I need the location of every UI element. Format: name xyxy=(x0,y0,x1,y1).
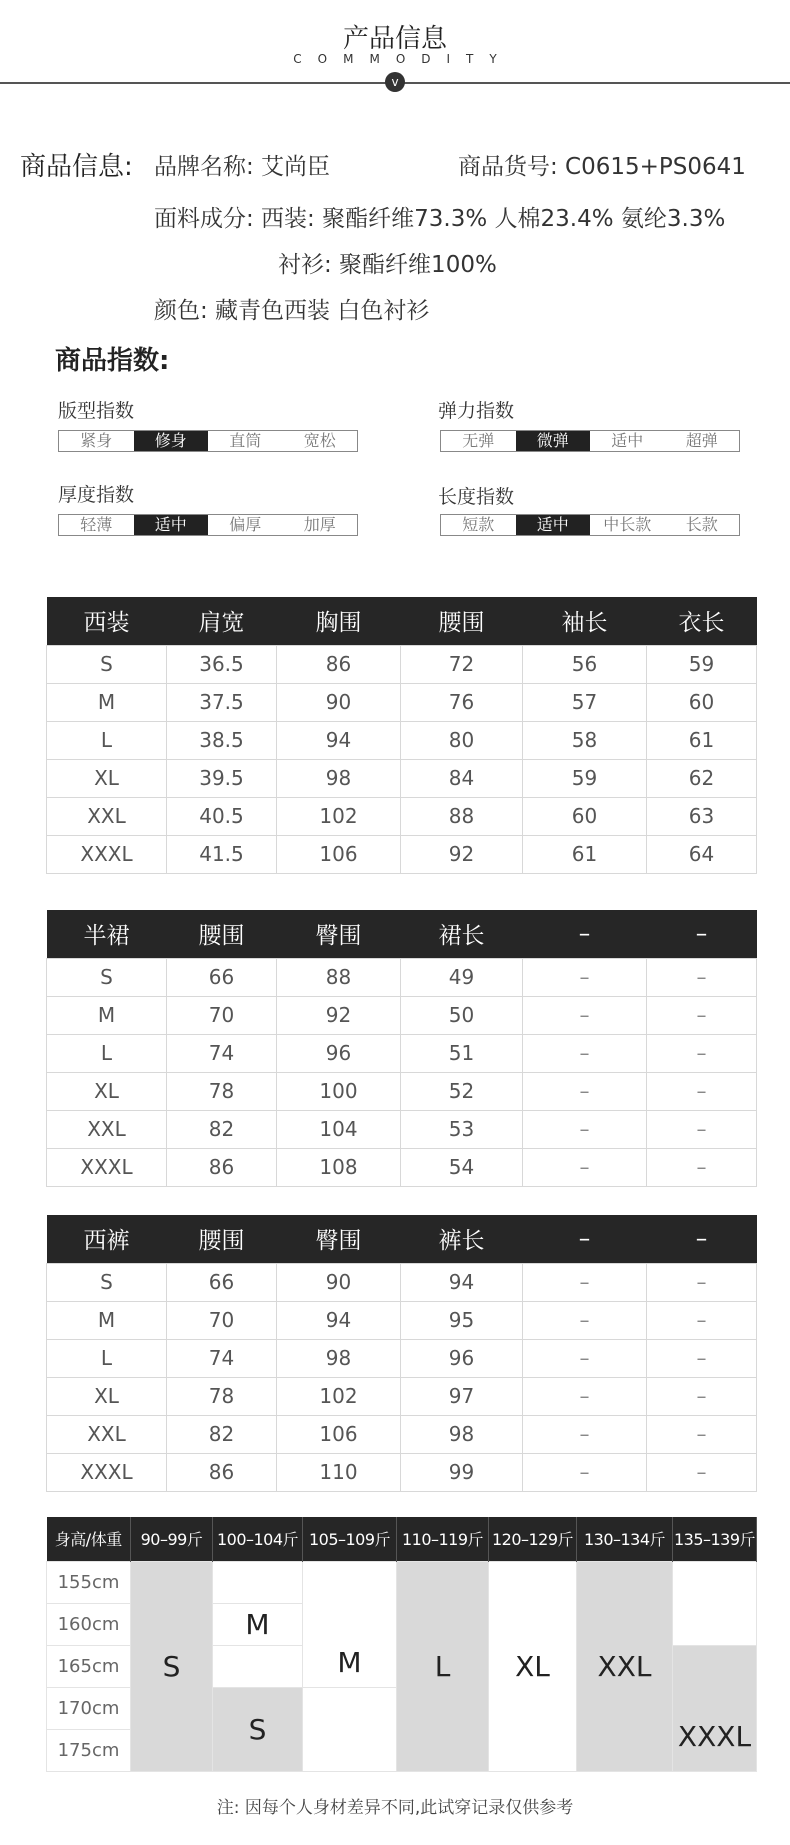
stretch-index-scale xyxy=(440,430,740,452)
table-header-row xyxy=(47,910,757,958)
measure-cell: 110 xyxy=(277,1453,401,1491)
measure-cell: 94 xyxy=(401,1263,523,1301)
measure-cell: 82 xyxy=(167,1110,277,1148)
measure-cell: – xyxy=(523,958,647,996)
header-cell: 半裙 xyxy=(47,910,167,958)
measure-cell: 61 xyxy=(647,721,757,759)
scale-option: 短款 xyxy=(462,515,495,534)
product-sku: 商品货号: C0615+PS0641 xyxy=(458,154,746,180)
measure-cell: – xyxy=(647,1453,757,1491)
height-cell: 155cm xyxy=(47,1561,131,1603)
size-label-cell: XL xyxy=(47,1377,167,1415)
size-label-cell: S xyxy=(47,1263,167,1301)
size-recommendation-table xyxy=(46,1517,757,1772)
size-cell: S xyxy=(131,1561,213,1771)
header-cell: 120–129斤 xyxy=(489,1517,577,1561)
measure-cell: – xyxy=(647,1415,757,1453)
header-cell: 90–99斤 xyxy=(131,1517,213,1561)
header-cell: 腰围 xyxy=(167,910,277,958)
measure-cell: 106 xyxy=(277,835,401,873)
measure-cell: 98 xyxy=(401,1415,523,1453)
measure-cell: 72 xyxy=(401,645,523,683)
section-title: 产品信息 xyxy=(342,24,447,54)
measure-cell: 61 xyxy=(523,835,647,873)
fabric-shirt: 衬衫: 聚酯纤维100% xyxy=(278,252,497,278)
size-label-cell: M xyxy=(47,683,167,721)
measure-cell: 82 xyxy=(167,1415,277,1453)
skirt-size-table xyxy=(46,910,757,1187)
table-row xyxy=(47,683,757,721)
header-cell: 衣长 xyxy=(647,597,757,645)
measure-cell: 88 xyxy=(277,958,401,996)
size-cell xyxy=(213,1645,303,1687)
size-label-cell: M xyxy=(47,1301,167,1339)
size-label-cell: XXXL xyxy=(47,835,167,873)
measure-cell: – xyxy=(523,1034,647,1072)
measure-cell: 106 xyxy=(277,1415,401,1453)
size-label-cell: XXXL xyxy=(47,1148,167,1186)
measure-cell: – xyxy=(647,1377,757,1415)
scale-option-selected: 适中 xyxy=(516,515,591,535)
measure-cell: 36.5 xyxy=(167,645,277,683)
measure-cell: – xyxy=(523,1453,647,1491)
thickness-index-scale xyxy=(58,514,358,536)
fit-index-scale xyxy=(58,430,358,452)
height-cell: 170cm xyxy=(47,1687,131,1729)
size-label-cell: XXL xyxy=(47,797,167,835)
scale-option: 长款 xyxy=(685,515,718,534)
table-header-row xyxy=(47,1517,757,1561)
size-cell: XXL xyxy=(577,1561,673,1771)
header-cell: 身高/体重 xyxy=(47,1517,131,1561)
measure-cell: 59 xyxy=(647,645,757,683)
size-label-cell: L xyxy=(47,1339,167,1377)
size-label-cell: M xyxy=(47,996,167,1034)
measure-cell: 38.5 xyxy=(167,721,277,759)
chevron-down-icon: v xyxy=(385,72,405,92)
header-cell: 110–119斤 xyxy=(397,1517,489,1561)
measure-cell: 104 xyxy=(277,1110,401,1148)
measure-cell: 92 xyxy=(401,835,523,873)
measure-cell: 90 xyxy=(277,683,401,721)
scale-option: 超弹 xyxy=(685,431,718,450)
measure-cell: – xyxy=(523,1301,647,1339)
measure-cell: 60 xyxy=(523,797,647,835)
scale-option: 轻薄 xyxy=(80,515,113,534)
table-row xyxy=(47,1034,757,1072)
measure-cell: 62 xyxy=(647,759,757,797)
product-color: 颜色: 藏青色西装 白色衬衫 xyxy=(154,298,430,324)
measure-cell: – xyxy=(647,958,757,996)
size-cell xyxy=(303,1687,397,1771)
measure-cell: 74 xyxy=(167,1034,277,1072)
measure-cell: 78 xyxy=(167,1377,277,1415)
table-row xyxy=(47,797,757,835)
header-cell: – xyxy=(647,910,757,958)
scale-option: 紧身 xyxy=(80,431,113,450)
measure-cell: 37.5 xyxy=(167,683,277,721)
measure-cell: 95 xyxy=(401,1301,523,1339)
header-cell: – xyxy=(523,1215,647,1263)
length-index-scale xyxy=(440,514,740,536)
measure-cell: 86 xyxy=(277,645,401,683)
header-cell: 裙长 xyxy=(401,910,523,958)
measure-cell: – xyxy=(523,1339,647,1377)
measure-cell: 63 xyxy=(647,797,757,835)
table-row xyxy=(47,1263,757,1301)
size-cell: M xyxy=(303,1561,397,1687)
table-row xyxy=(47,835,757,873)
table-row xyxy=(47,759,757,797)
scale-option: 加厚 xyxy=(303,515,336,534)
measure-cell: 80 xyxy=(401,721,523,759)
measure-cell: 96 xyxy=(401,1339,523,1377)
header-cell: 130–134斤 xyxy=(577,1517,673,1561)
measure-cell: 40.5 xyxy=(167,797,277,835)
header-cell: 西裤 xyxy=(47,1215,167,1263)
table-row xyxy=(47,1377,757,1415)
measure-cell: 59 xyxy=(523,759,647,797)
table-row xyxy=(47,721,757,759)
measure-cell: 94 xyxy=(277,721,401,759)
thickness-index-title: 厚度指数 xyxy=(58,484,135,506)
measure-cell: 96 xyxy=(277,1034,401,1072)
measure-cell: – xyxy=(523,1148,647,1186)
measure-cell: 92 xyxy=(277,996,401,1034)
measure-cell: 78 xyxy=(167,1072,277,1110)
section-subtitle: COMMODITY xyxy=(293,52,513,66)
brand-name: 品牌名称: 艾尚臣 xyxy=(154,154,331,180)
height-cell: 165cm xyxy=(47,1645,131,1687)
size-cell: XL xyxy=(489,1561,577,1771)
header-cell: 腰围 xyxy=(167,1215,277,1263)
scale-option: 直筒 xyxy=(229,431,262,450)
table-row xyxy=(47,958,757,996)
measure-cell: – xyxy=(523,996,647,1034)
measure-cell: 51 xyxy=(401,1034,523,1072)
measure-cell: 56 xyxy=(523,645,647,683)
measure-cell: 53 xyxy=(401,1110,523,1148)
measure-cell: 98 xyxy=(277,759,401,797)
table-row xyxy=(47,1072,757,1110)
measure-cell: 102 xyxy=(277,797,401,835)
measure-cell: 88 xyxy=(401,797,523,835)
measure-cell: – xyxy=(523,1072,647,1110)
size-cell: L xyxy=(397,1561,489,1771)
measure-cell: 108 xyxy=(277,1148,401,1186)
table-row xyxy=(47,1110,757,1148)
size-label-cell: XXL xyxy=(47,1110,167,1148)
info-label: 商品信息: xyxy=(20,152,133,182)
measure-cell: – xyxy=(647,1263,757,1301)
measure-cell: – xyxy=(523,1263,647,1301)
header-cell: 西装 xyxy=(47,597,167,645)
length-index-title: 长度指数 xyxy=(438,486,515,508)
measure-cell: 54 xyxy=(401,1148,523,1186)
table-row xyxy=(47,645,757,683)
table-header-row xyxy=(47,597,757,645)
table-row xyxy=(47,1148,757,1186)
footnote: 注: 因每个人身材差异不同,此试穿记录仅供参考 xyxy=(216,1798,574,1818)
size-label-cell: XXXL xyxy=(47,1453,167,1491)
size-cell: M xyxy=(213,1603,303,1645)
height-cell: 175cm xyxy=(47,1729,131,1771)
measure-cell: – xyxy=(647,1339,757,1377)
measure-cell: – xyxy=(523,1377,647,1415)
header-cell: 腰围 xyxy=(401,597,523,645)
fit-index-title: 版型指数 xyxy=(58,400,135,422)
measure-cell: 94 xyxy=(277,1301,401,1339)
size-label-cell: L xyxy=(47,1034,167,1072)
measure-cell: 64 xyxy=(647,835,757,873)
header-cell: – xyxy=(647,1215,757,1263)
header-cell: – xyxy=(523,910,647,958)
scale-option: 中长款 xyxy=(603,515,652,534)
scale-option: 无弹 xyxy=(462,431,495,450)
measure-cell: 74 xyxy=(167,1339,277,1377)
size-cell xyxy=(673,1561,757,1645)
measure-cell: – xyxy=(647,996,757,1034)
size-label-cell: XL xyxy=(47,1072,167,1110)
measure-cell: – xyxy=(647,1034,757,1072)
measure-cell: 41.5 xyxy=(167,835,277,873)
measure-cell: – xyxy=(647,1110,757,1148)
scale-option: 宽松 xyxy=(303,431,336,450)
table-header-row xyxy=(47,1215,757,1263)
measure-cell: 76 xyxy=(401,683,523,721)
fabric-suit: 面料成分: 西装: 聚酯纤维73.3% 人棉23.4% 氨纶3.3% xyxy=(154,206,726,232)
measure-cell: – xyxy=(647,1301,757,1339)
table-row xyxy=(47,1453,757,1491)
measure-cell: 100 xyxy=(277,1072,401,1110)
measure-cell: 66 xyxy=(167,1263,277,1301)
header-cell: 105–109斤 xyxy=(303,1517,397,1561)
measure-cell: – xyxy=(523,1110,647,1148)
stretch-index-title: 弹力指数 xyxy=(438,400,515,422)
size-label-cell: S xyxy=(47,645,167,683)
size-label-cell: L xyxy=(47,721,167,759)
scale-option-selected: 适中 xyxy=(134,515,209,535)
header-cell: 裤长 xyxy=(401,1215,523,1263)
measure-cell: – xyxy=(647,1072,757,1110)
measure-cell: 39.5 xyxy=(167,759,277,797)
measure-cell: 66 xyxy=(167,958,277,996)
size-label-cell: XXL xyxy=(47,1415,167,1453)
measure-cell: 70 xyxy=(167,1301,277,1339)
scale-option-selected: 修身 xyxy=(134,431,209,451)
scale-option: 适中 xyxy=(611,431,644,450)
measure-cell: – xyxy=(647,1148,757,1186)
measure-cell: 52 xyxy=(401,1072,523,1110)
size-cell: S xyxy=(213,1687,303,1771)
scale-option-selected: 微弹 xyxy=(516,431,591,451)
height-cell: 160cm xyxy=(47,1603,131,1645)
header-cell: 臀围 xyxy=(277,1215,401,1263)
index-title: 商品指数: xyxy=(55,346,170,376)
table-row xyxy=(47,996,757,1034)
table-row xyxy=(47,1415,757,1453)
measure-cell: – xyxy=(523,1415,647,1453)
header-cell: 肩宽 xyxy=(167,597,277,645)
header-cell: 袖长 xyxy=(523,597,647,645)
size-label-cell: S xyxy=(47,958,167,996)
measure-cell: 57 xyxy=(523,683,647,721)
measure-cell: 99 xyxy=(401,1453,523,1491)
header-cell: 100–104斤 xyxy=(213,1517,303,1561)
measure-cell: 60 xyxy=(647,683,757,721)
table-row xyxy=(47,1339,757,1377)
table-row xyxy=(47,1561,757,1603)
table-row xyxy=(47,1301,757,1339)
suit-size-table xyxy=(46,597,757,874)
size-cell: XXXL xyxy=(673,1645,757,1771)
header-cell: 胸围 xyxy=(277,597,401,645)
measure-cell: 50 xyxy=(401,996,523,1034)
measure-cell: 90 xyxy=(277,1263,401,1301)
measure-cell: 49 xyxy=(401,958,523,996)
measure-cell: 58 xyxy=(523,721,647,759)
pants-size-table xyxy=(46,1215,757,1492)
scale-option: 偏厚 xyxy=(229,515,262,534)
measure-cell: 86 xyxy=(167,1453,277,1491)
measure-cell: 70 xyxy=(167,996,277,1034)
measure-cell: 98 xyxy=(277,1339,401,1377)
header-cell: 臀围 xyxy=(277,910,401,958)
measure-cell: 84 xyxy=(401,759,523,797)
measure-cell: 102 xyxy=(277,1377,401,1415)
size-label-cell: XL xyxy=(47,759,167,797)
measure-cell: 97 xyxy=(401,1377,523,1415)
header-cell: 135–139斤 xyxy=(673,1517,757,1561)
measure-cell: 86 xyxy=(167,1148,277,1186)
size-cell xyxy=(213,1561,303,1603)
